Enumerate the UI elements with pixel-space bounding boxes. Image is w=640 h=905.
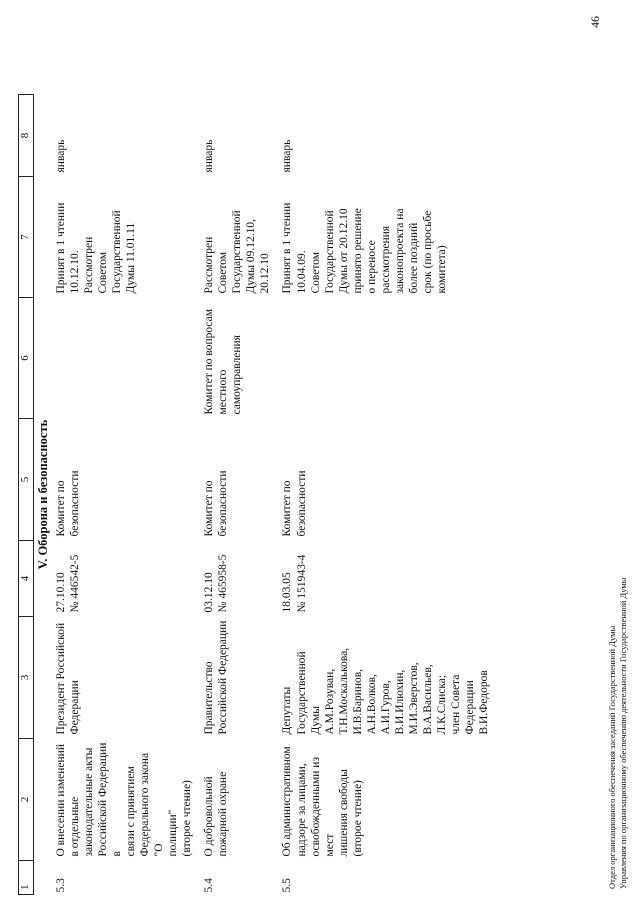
row-number: 5.5 — [281, 878, 294, 893]
row-number: 5.3 — [55, 878, 68, 893]
table-row — [278, 95, 496, 895]
bills-table — [18, 94, 497, 895]
planned-month: январь — [55, 139, 68, 173]
column-number-7: 7 — [19, 177, 34, 298]
co-executor-committee — [52, 298, 200, 419]
column-number-4: 4 — [19, 541, 34, 617]
footer-directorate-line: Управления по организационному обеспечению деятельности Государственной Думы — [618, 577, 629, 889]
column-number-2: 2 — [19, 739, 34, 861]
responsible-committee: Комитет по безопасности — [203, 470, 230, 537]
page-number: 46 — [588, 16, 602, 28]
footer-department-line: Отдел организационного обеспечения заседаний Государственной Думы — [607, 625, 617, 889]
planned-month: январь — [203, 139, 216, 173]
planned-month: январь — [281, 139, 294, 173]
bill-registration: 03.12.10 № 465958-5 — [203, 554, 230, 613]
section-title: V. Оборона и безопасность — [36, 419, 50, 570]
bill-initiator: Депутаты Государственной Думы А.М.Розуван, Т.Н.Москалькова, И.В.Баринов, А.Н.Волков, А.И.Гуров, В.И.Илюхин, М.И.Эверстов, В.А.Васильев, Л.К.Слиска; член Совета Федерации В.И.Федоров — [281, 647, 490, 735]
bill-registration: 27.10.10 № 446542-5 — [55, 554, 82, 613]
responsible-committee: Комитет по безопасности — [55, 470, 82, 537]
bill-title: Об административном надзоре за лицами, освобожденными из мест лишения свободы (второе чтение) — [281, 746, 364, 857]
bill-status: Принят в 1 чтении 10.12.10. Рассмотрен Советом Государственной Думы 11.01.11 — [55, 202, 138, 294]
section-header-row — [34, 95, 53, 895]
responsible-committee: Комитет по безопасности — [281, 470, 308, 537]
bill-title: О внесении изменений в отдельные законодательные акты Российской Федерации в связи с принятием Федерального закона "О полиции" (второе чтение) — [55, 742, 194, 857]
row-number: 5.4 — [203, 878, 216, 893]
bill-initiator: Правительство Российской Федерации — [203, 620, 230, 735]
column-number-header-row — [19, 95, 34, 895]
column-number-8: 8 — [19, 95, 34, 177]
co-executor-committee: Комитет по вопросам местного самоуправления — [203, 308, 244, 415]
bill-title: О добровольной пожарной охране — [203, 771, 230, 857]
bill-registration: 18.03.05 № 151943-4 — [281, 554, 308, 613]
column-number-3: 3 — [19, 617, 34, 739]
bill-status: Рассмотрен Советом Государственной Думы 09.12.10, 20.12.10 — [203, 210, 272, 294]
column-number-1: 1 — [19, 861, 34, 895]
table-row — [200, 95, 278, 895]
bill-initiator: Президент Российской Федерации — [55, 622, 82, 735]
column-number-5: 5 — [19, 419, 34, 541]
bill-status: Принят в 1 чтении 10.04.09. Советом Государственной Думы от 20.12.10 принято решение о переносе рассмотрения законопроекта на более поздний срок (по просьбе комитета) — [281, 202, 448, 294]
document-footer — [607, 578, 629, 889]
table-row — [52, 95, 200, 895]
column-number-6: 6 — [19, 298, 34, 419]
co-executor-committee — [278, 298, 496, 419]
